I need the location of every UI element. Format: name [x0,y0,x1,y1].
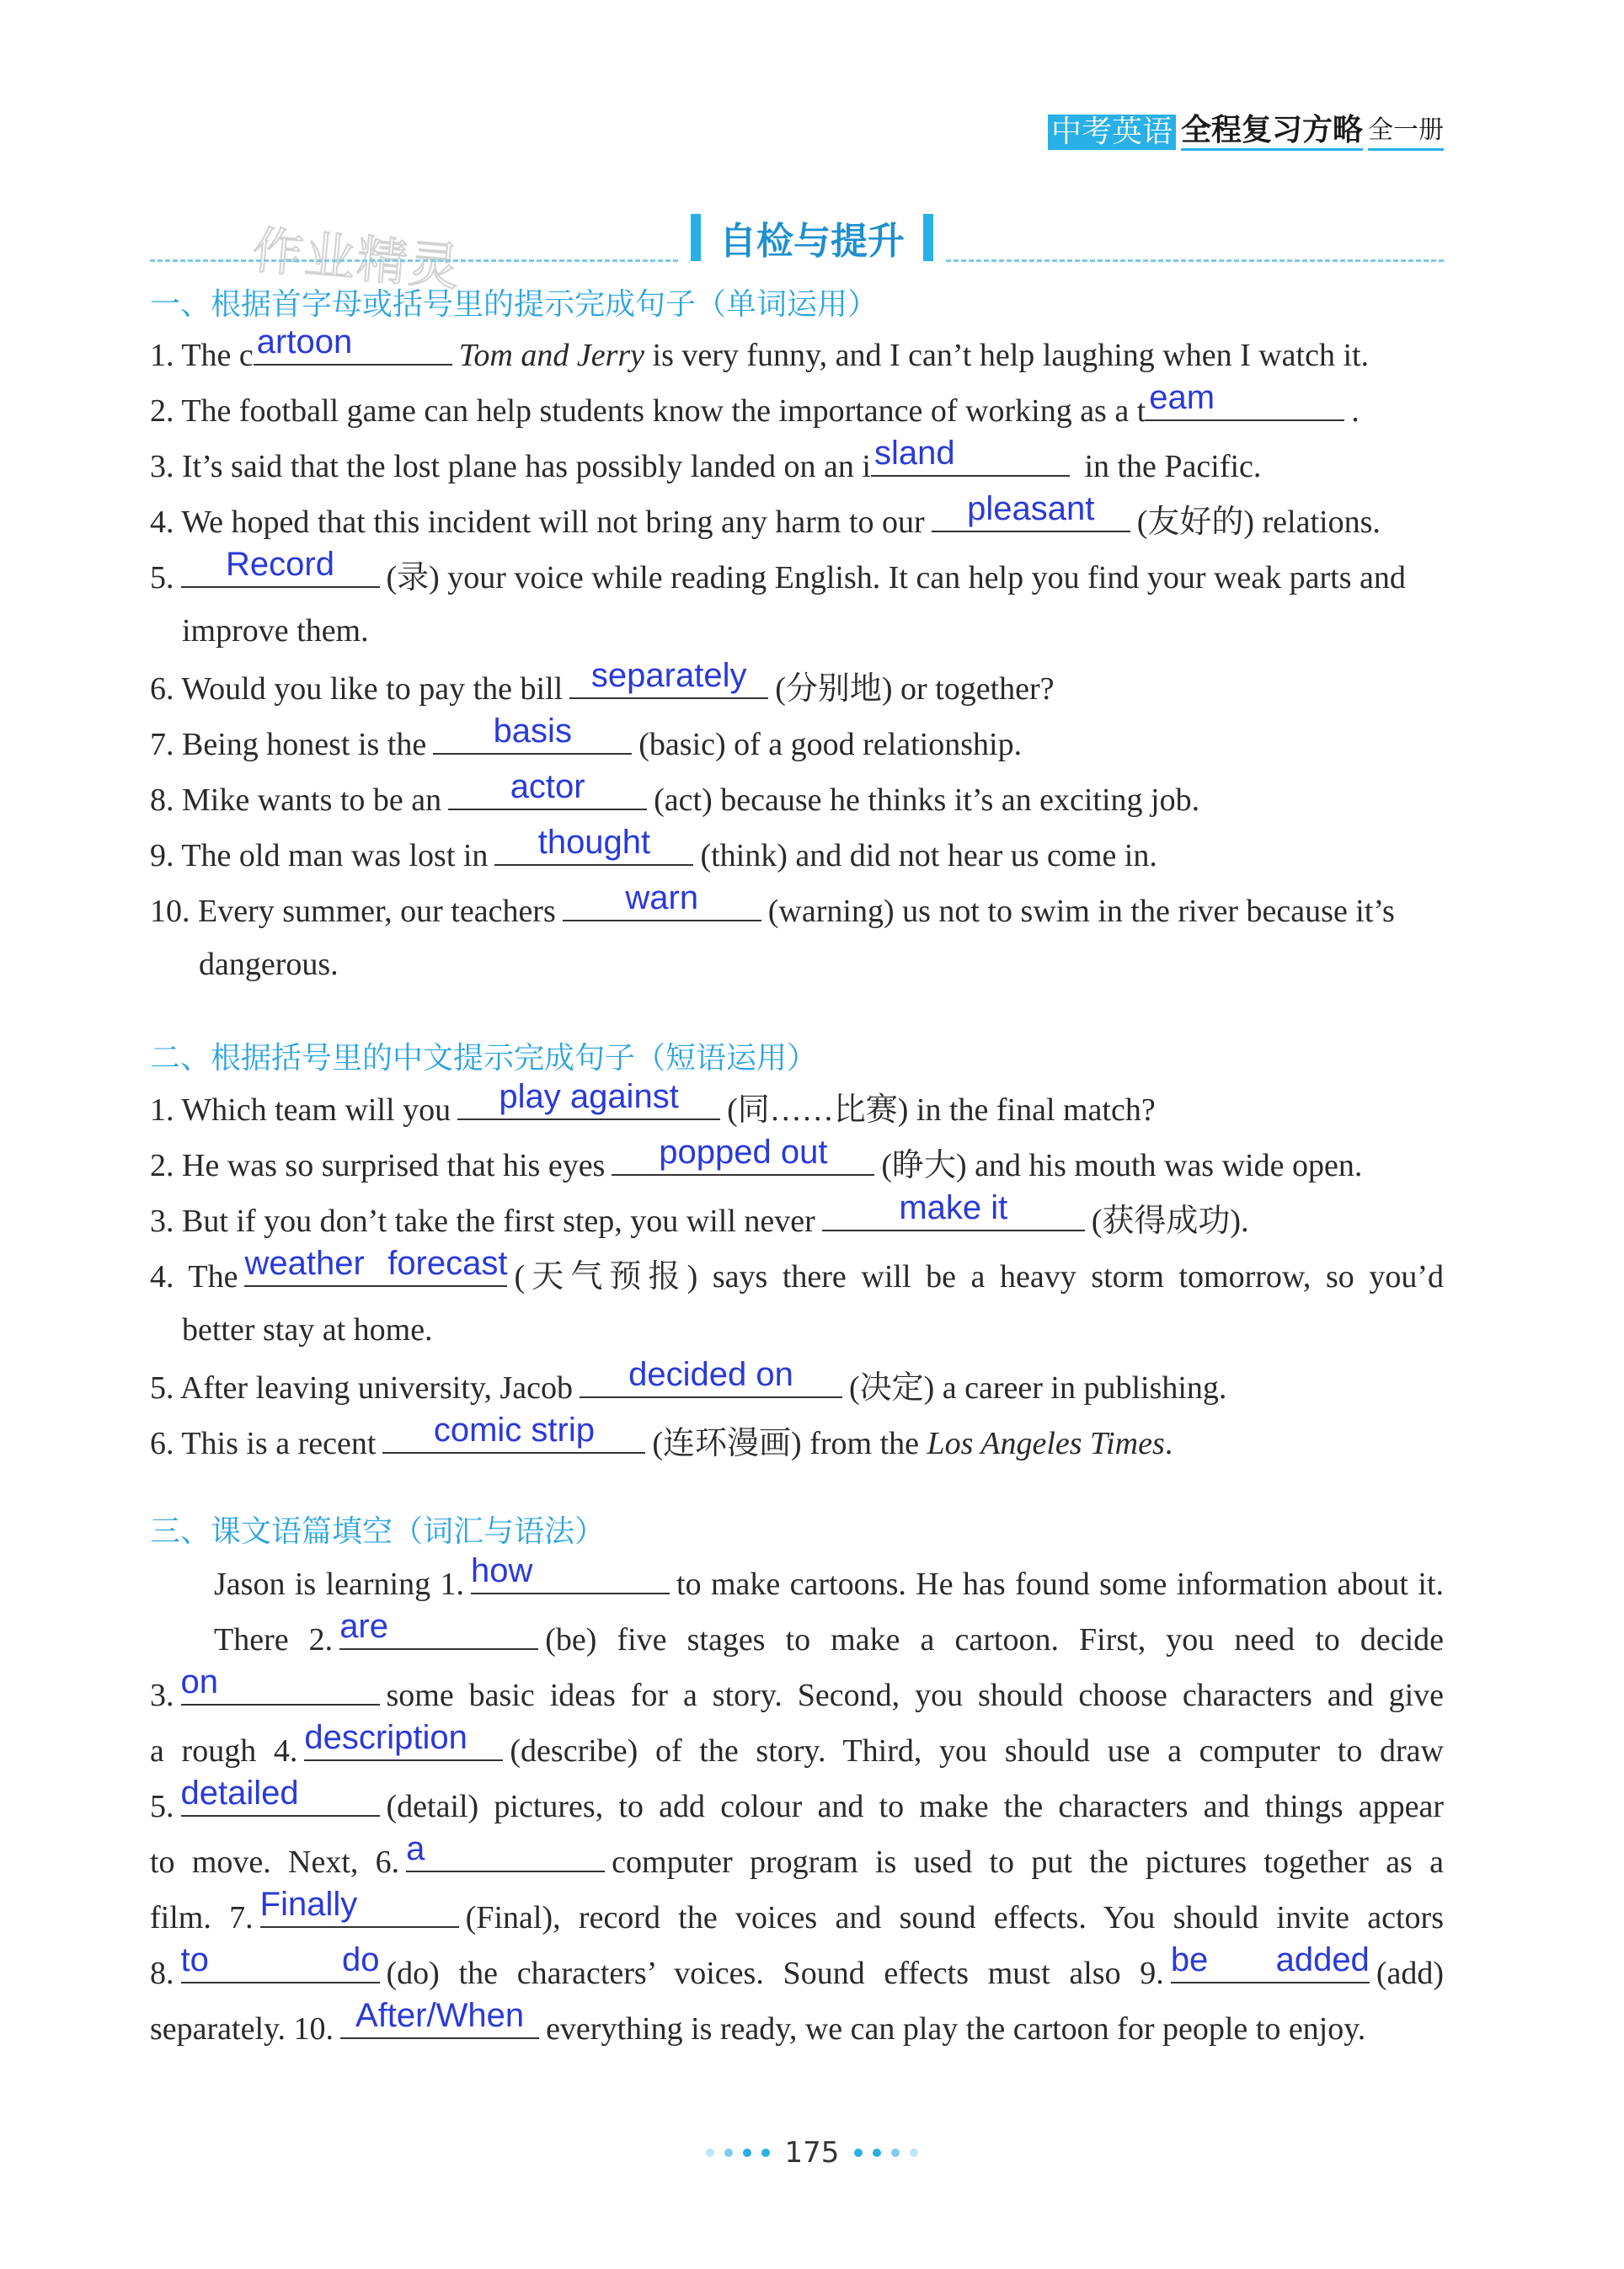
p2-item-4: 4. The weather forecast (天气预报) says there will be a heavy storm tomorrow, so you’d [150,1245,1444,1295]
answer-blank[interactable]: on [181,1665,380,1706]
p3-line-7: film. 7. Finally (Final), record the voices and sound effects. You should invite actors [150,1886,1445,1935]
p1-item-7: 7. Being honest is the basis (basic) of a good relationship. [150,713,1023,762]
p2-item-5: 5. After leaving university, Jacob decided on (决定) a career in publishing. [150,1356,1227,1406]
p2-item-3: 3. But if you don’t take the first step, you will never make it (获得成功). [150,1189,1249,1239]
header-volume: 全一册 [1368,113,1444,151]
dot-icon [891,2149,900,2157]
answer-blank[interactable]: to do [181,1943,380,1983]
answer-blank[interactable]: Finally [260,1887,459,1928]
dot-icon [743,2149,751,2157]
p3-line-5: 5. detailed (detail) pictures, to add colour and to make the characters and things appear [150,1775,1444,1824]
section-title-wrap [0,211,1624,264]
answer-blank[interactable]: actor [448,770,647,810]
answer-blank[interactable]: are [339,1610,538,1650]
p2-item-4-cont: better stay at home. [182,1312,433,1348]
answer-blank[interactable]: pleasant [932,492,1130,532]
answer-blank[interactable]: Record [181,547,380,588]
section-title-box [679,211,945,264]
p3-line-8: 8. to do (do) the characters’ voices. Sound effects must also 9. be added (add) [150,1941,1444,1991]
p3-line-2: There 2. are (be) five stages to make a cartoon. First, you need to decide [214,1608,1444,1658]
answer-blank[interactable]: popped out [612,1135,874,1176]
title-bar-left [691,214,701,261]
p1-item-9: 9. The old man was lost in thought (think) and did not hear us come in. [150,824,1157,873]
answer-blank[interactable]: comic strip [382,1413,645,1454]
p1-item-6: 6. Would you like to pay the bill separately (分别地) or together? [150,657,1055,707]
section-title: 自检与提升 [719,220,905,263]
answer-blank[interactable]: separately [569,659,768,699]
answer-blank[interactable]: basis [433,714,632,755]
answer-blank[interactable]: sland [871,436,1070,477]
p3-line-6: to move. Next, 6. a computer program is used to put the pictures together as a [150,1830,1444,1880]
p1-item-5-cont: improve them. [182,613,369,649]
answer-blank[interactable]: warn [563,881,761,921]
answer-blank[interactable]: eam [1146,381,1344,421]
answer-blank[interactable]: make it [822,1191,1085,1231]
p1-item-2: 2. The football game can help students know the importance of working as a t eam . [150,379,1360,429]
p2-item-1: 1. Which team will you play against (同……比赛) in the final match? [150,1078,1156,1128]
answer-blank[interactable]: be added [1171,1943,1370,1983]
dot-icon [761,2149,770,2157]
title-bar-right [923,214,933,261]
book-header [1048,113,1444,151]
answer-blank[interactable]: how [471,1554,670,1594]
p1-item-1: 1. The c artoon Tom and Jerry is very funny, and I can’t help laughing when I watch it. [150,323,1370,373]
header-book: 全程复习方略 [1181,113,1363,151]
page-footer [0,2136,1624,2170]
dot-icon [910,2149,918,2157]
p3-line-4: a rough 4. description (describe) of the story. Third, you should use a computer to draw [150,1719,1444,1769]
p1-item-5: 5. Record (录) your voice while reading English. It can help you find your weak parts and [150,546,1406,595]
p1-item-3: 3. It’s said that the lost plane has possibly landed on an i sland in the Pacific. [150,435,1262,484]
answer-blank[interactable]: thought [494,825,693,866]
answer-blank[interactable]: weather forecast [244,1247,507,1287]
dot-icon [873,2149,881,2157]
answer-blank[interactable]: description [304,1721,503,1761]
part2-heading: 二、根据括号里的中文提示完成句子（短语运用） [150,1041,818,1076]
p2-item-6: 6. This is a recent comic strip (连环漫画) from the Los Angeles Times. [150,1412,1173,1461]
dot-icon [706,2149,714,2157]
p1-item-10-cont: dangerous. [199,947,339,982]
answer-blank[interactable]: After/When [340,1999,539,2039]
p3-line-3: 3. on some basic ideas for a story. Second, you should choose characters and give [150,1663,1444,1713]
header-series: 中考英语 [1048,115,1176,150]
page-number: 175 [784,2136,840,2170]
answer-blank[interactable]: decided on [580,1358,842,1398]
part1-heading: 一、根据首字母或括号里的提示完成句子（单词运用） [150,287,879,322]
answer-blank[interactable]: detailed [181,1776,380,1817]
p1-item-4: 4. We hoped that this incident will not bring any harm to our pleasant (友好的) relations. [150,490,1381,540]
part3-heading: 三、课文语篇填空（词汇与语法） [150,1514,606,1549]
answer-blank[interactable]: artoon [254,325,452,366]
watermark: 作业精灵 [249,221,464,298]
answer-blank[interactable]: play against [457,1080,720,1120]
p3-line-9: separately. 10. After/When everything is ready, we can play the cartoon for people to enjoy. [150,1997,1366,2047]
p3-line-1: Jason is learning 1. how to make cartoons. He has found some information about it. [214,1552,1445,1602]
answer-blank[interactable]: a [406,1832,605,1872]
p2-item-2: 2. He was so surprised that his eyes popped out (睁大) and his mouth was wide open. [150,1134,1363,1183]
dot-icon [854,2149,863,2157]
p1-item-8: 8. Mike wants to be an actor (act) because he thinks it’s an exciting job. [150,768,1200,818]
dot-icon [724,2149,733,2157]
p1-item-10: 10. Every summer, our teachers warn (warning) us not to swim in the river because it’s [150,879,1395,929]
